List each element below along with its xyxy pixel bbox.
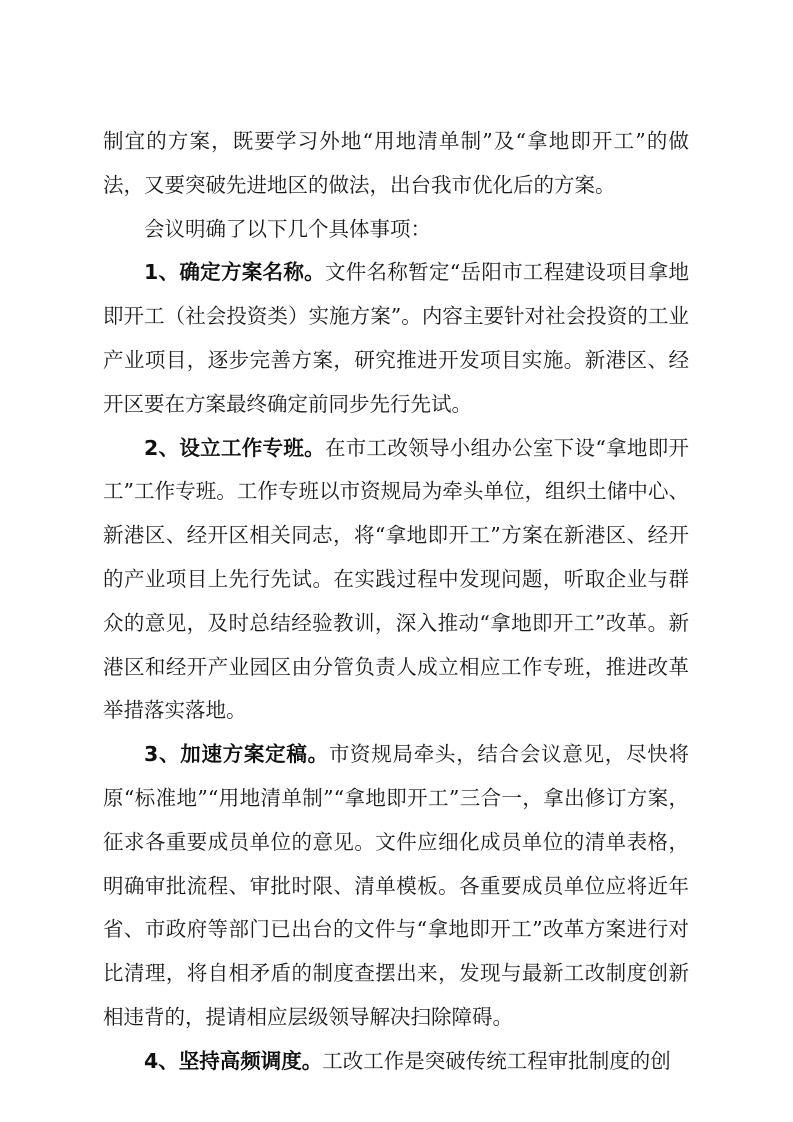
paragraph-item-1 [103, 251, 689, 426]
paragraph-item-2 [103, 427, 689, 734]
item-heading: 3、加速方案定稿。 [144, 742, 329, 767]
paragraph-item-4 [103, 1040, 689, 1084]
paragraph-text: 制宜的方案，既要学习外地“用地清单制”及“拿地即开工”的做法，又要突破先进地区的做法，出台我市优化后的方案。 [103, 129, 689, 197]
paragraph-item-3 [103, 733, 689, 1040]
paragraph-continuation [103, 120, 689, 208]
item-heading: 4、坚持高频调度。 [144, 1048, 323, 1073]
paragraph-text: 在市工改领导小组办公室下设“拿地即开工”工作专班。工作专班以市资规局为牵头单位，组织土储中心、新港区、经开区相关同志，将“拿地即开工”方案在新港区、经开的产业项目上先行先试。在实践过程中发现问题，听取企业与群众的意见，及时总结经验教训，深入推动“拿地即开工”改革。新港区和经开产业园区由分管负责人成立相应工作专班，推进改革举措落实落地。 [103, 435, 689, 723]
document-body [103, 120, 689, 1084]
item-heading: 2、设立工作专班。 [144, 435, 325, 460]
paragraph-text: 市资规局牵头，结合会议意见，尽快将原“标准地”“用地清单制”“拿地即开工”三合一，拿出修订方案，征求各重要成员单位的意见。文件应细化成员单位的清单表格，明确审批流程、审批时限、清单模板。各重要成员单位应将近年省、市政府等部门已出台的文件与“拿地即开工”改革方案进行对比清理，将自相矛盾的制度查摆出来，发现与最新工改制度创新相违背的，提请相应层级领导解决扫除障碍。 [103, 742, 689, 1029]
paragraph-text: 工改工作是突破传统工程审批制度的创 [322, 1048, 671, 1073]
item-heading: 1、确定方案名称。 [144, 260, 325, 285]
paragraph-text: 文件名称暂定“岳阳市工程建设项目拿地即开工（社会投资类）实施方案”。内容主要针对社会投资的工业产业项目，逐步完善方案，研究推进开发项目实施。新港区、经开区要在方案最终确定前同步先行先试。 [103, 260, 689, 416]
paragraph-text: 会议明确了以下几个具体事项： [144, 216, 431, 241]
paragraph-intro [103, 208, 689, 252]
